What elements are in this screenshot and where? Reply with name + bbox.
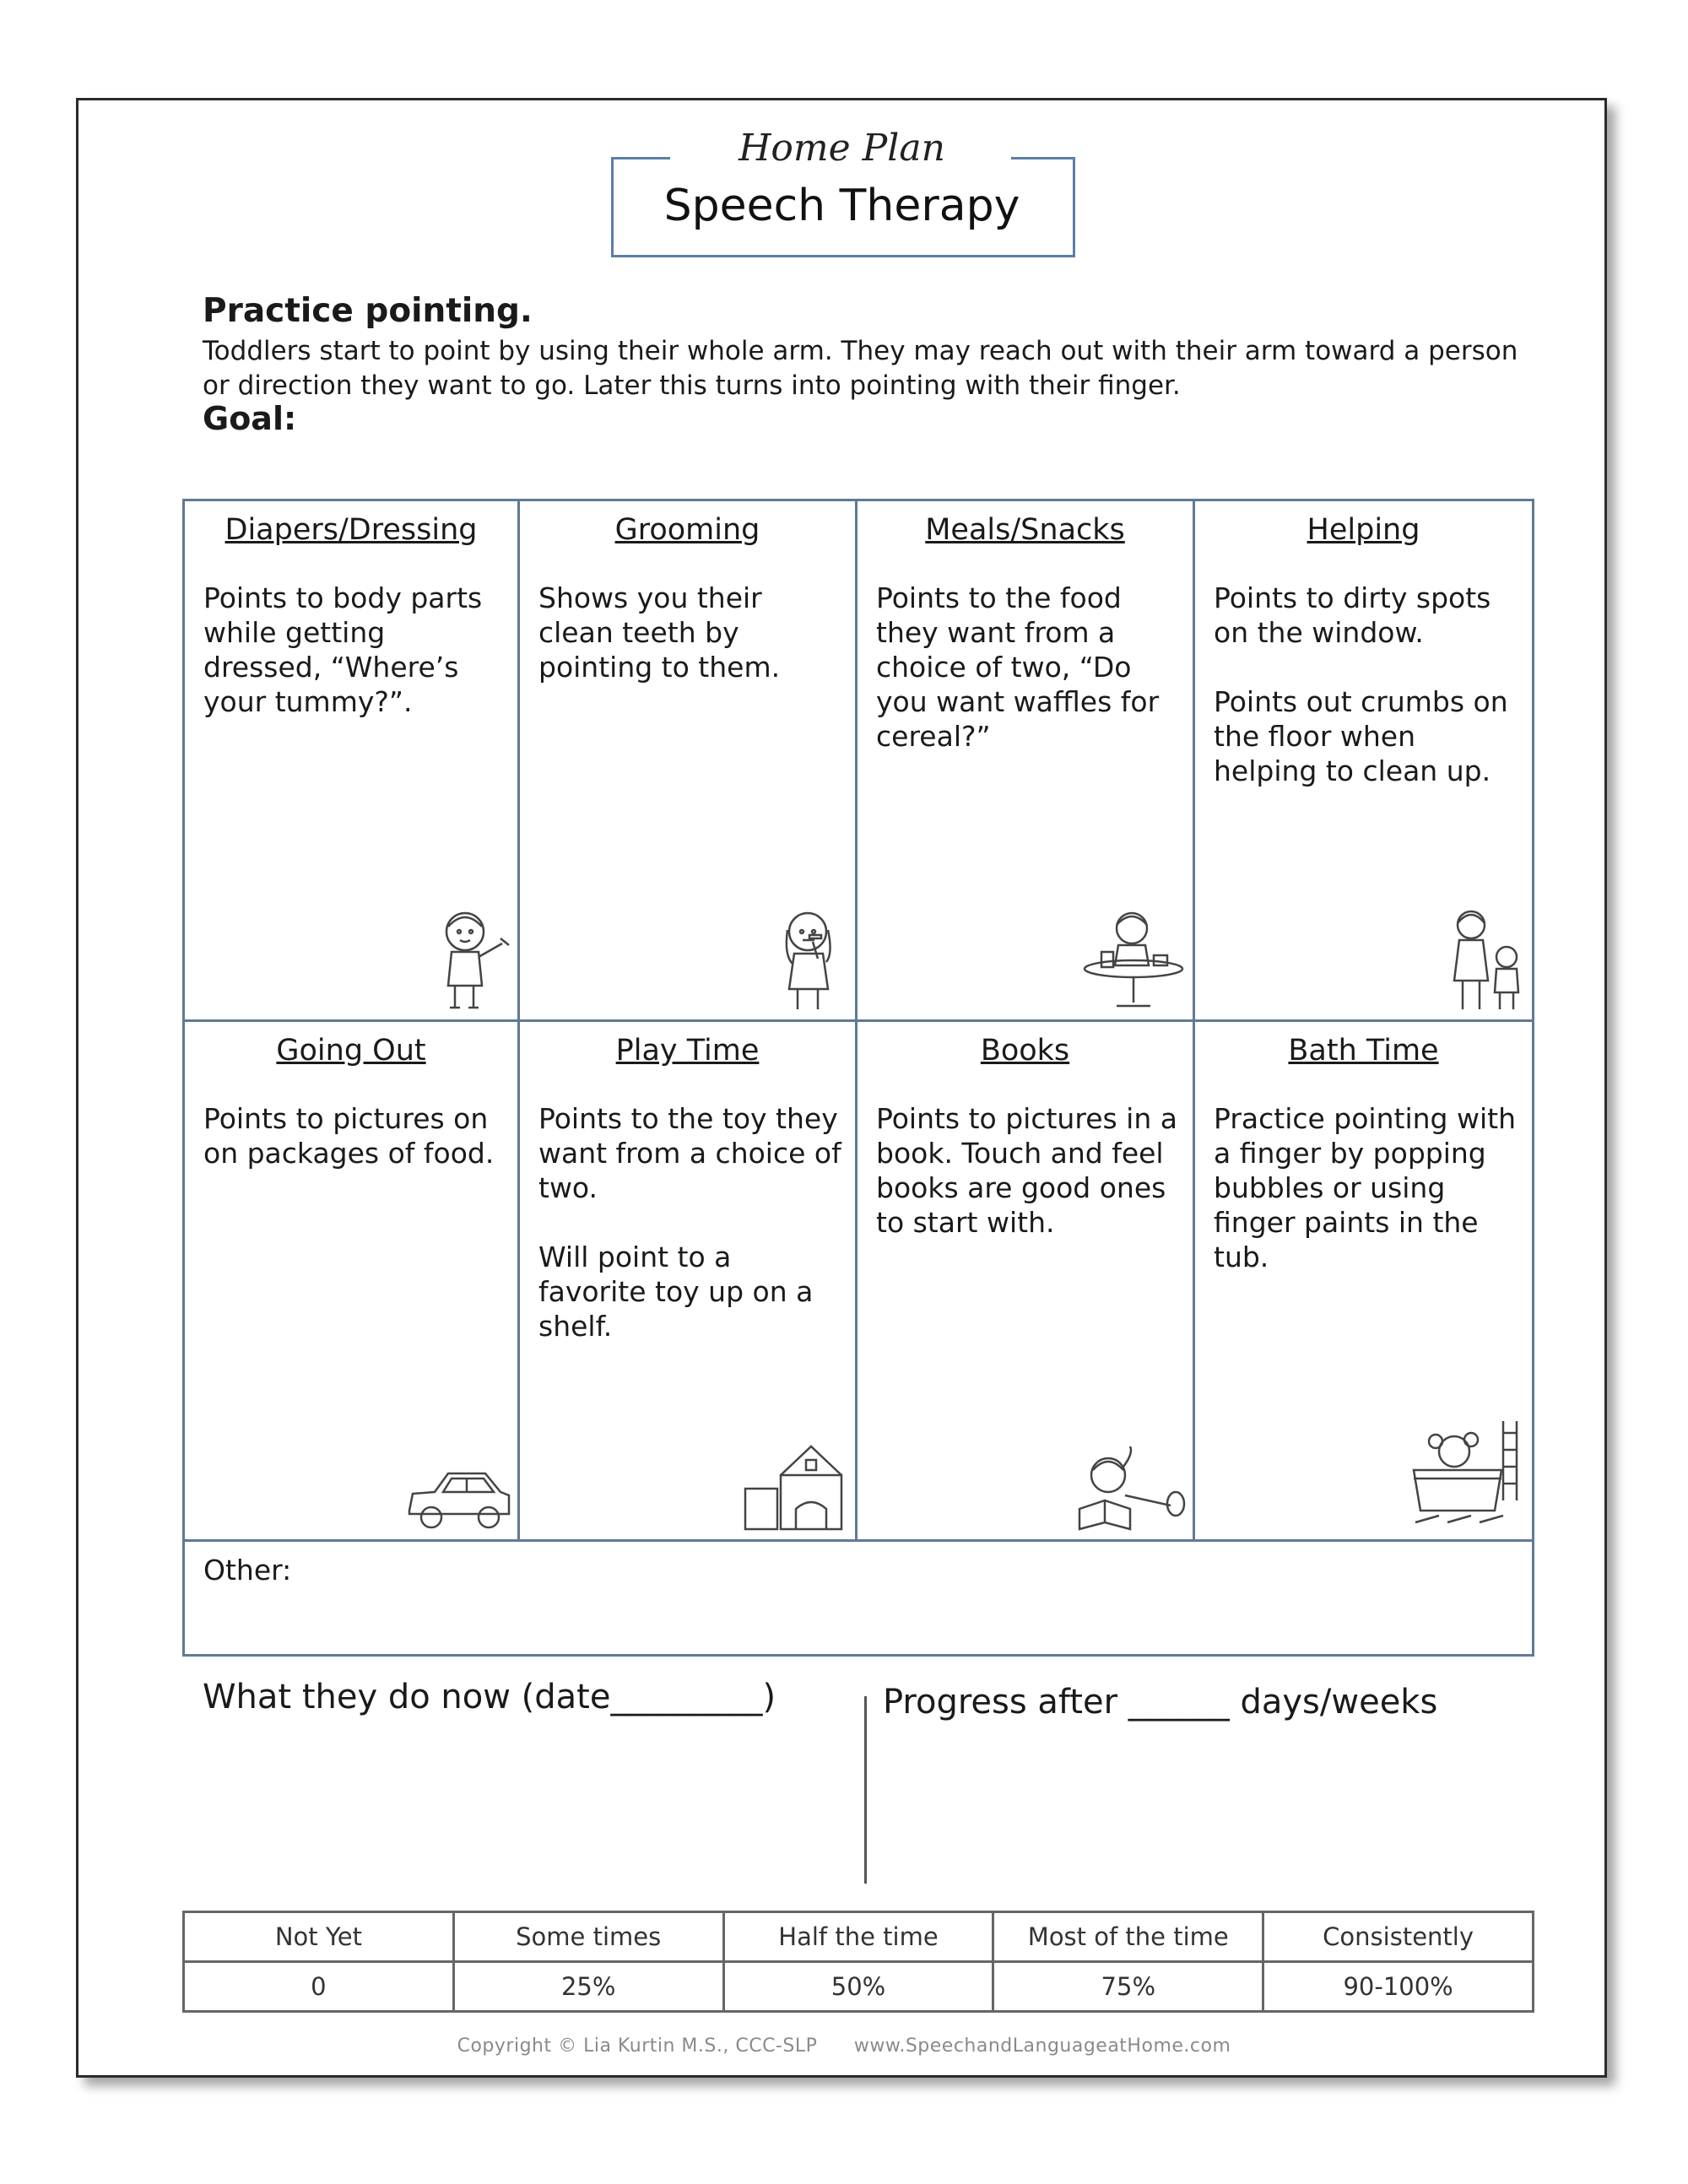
boy-dressing-icon [430, 905, 514, 1014]
activity-grid [182, 499, 1534, 1657]
scale-value: 75% [993, 1962, 1263, 2012]
mother-child-icon [1444, 905, 1528, 1014]
activity-cell [858, 1022, 1195, 1542]
scale-value: 90-100% [1263, 1962, 1534, 2012]
header-subtitle: Home Plan [738, 127, 945, 170]
tracking-divider [864, 1696, 867, 1884]
scale-label: Half the time [723, 1912, 993, 1962]
scale-value: 50% [723, 1962, 993, 2012]
intro-description: Toddlers start to point by using their whole arm. They may reach out with their arm toward a person or direction they want to go. Later this turns into pointing with their finger. [203, 336, 1518, 401]
header-title: Speech Therapy [663, 181, 1020, 231]
activity-text: Points to body parts while getting dressed, “Where’s your tummy?”. [203, 581, 483, 718]
scale-value-row [184, 1962, 1534, 2012]
activity-text: Points to pictures on on packages of food. [203, 1102, 495, 1170]
activity-cell [185, 1022, 520, 1542]
activity-title: Diapers/Dressing [225, 513, 478, 547]
girl-brushing-teeth-icon [767, 905, 852, 1014]
website-link[interactable]: www.SpeechandLanguageatHome.com [853, 2035, 1231, 2057]
activity-text: Shows you their clean teeth by pointing to them. [538, 581, 781, 684]
other-notes-area[interactable] [185, 1542, 1532, 1654]
intro-heading: Practice pointing. [203, 292, 533, 330]
activity-cell [520, 1022, 858, 1542]
activity-title: Meals/Snacks [925, 513, 1125, 547]
activity-text: Practice pointing with a finger by popping bubbles or using finger paints in the tub. [1214, 1102, 1516, 1273]
car-icon [404, 1467, 514, 1534]
activity-cell [858, 501, 1195, 1022]
activity-title: Play Time [615, 1034, 760, 1068]
activity-title: Grooming [614, 513, 760, 547]
scale-value: 25% [453, 1962, 723, 2012]
activity-text: Points to pictures in a book. Touch and feel books are good ones to start with. [876, 1102, 1177, 1239]
other-label: Other: [203, 1554, 292, 1587]
activity-title: Going Out [276, 1034, 426, 1068]
scale-label: Consistently [1263, 1912, 1534, 1962]
frequency-scale-table [182, 1911, 1534, 2013]
scale-label: Most of the time [993, 1912, 1263, 1962]
current-status-label: What they do now (date_________) [203, 1678, 776, 1716]
activity-cell [1195, 501, 1532, 1022]
activity-cell [185, 501, 520, 1022]
goal-label: Goal: [203, 400, 297, 437]
scale-label: Some times [453, 1912, 723, 1962]
scale-label: Not Yet [184, 1912, 454, 1962]
activity-cell [1195, 1022, 1532, 1542]
progress-label: Progress after ______ days/weeks [883, 1683, 1438, 1722]
activity-text: Points to dirty spots on the window. Points out crumbs on the floor when helping to clean up. [1214, 581, 1508, 787]
child-reading-icon [1071, 1441, 1189, 1534]
blocks-icon [742, 1441, 852, 1534]
girl-eating-icon [1079, 905, 1189, 1014]
scale-value: 0 [184, 1962, 454, 2012]
footer [0, 2035, 1688, 2057]
activity-title: Helping [1307, 513, 1420, 547]
activity-title: Bath Time [1288, 1034, 1439, 1068]
activity-text: Points to the toy they want from a choice of two. Will point to a favorite toy up on a shelf. [538, 1102, 841, 1343]
activity-text: Points to the food they want from a choice of two, “Do you want waffles for cereal?” [876, 581, 1160, 753]
scale-label-row [184, 1912, 1534, 1962]
activity-cell [520, 501, 858, 1022]
copyright-text: Copyright © Lia Kurtin M.S., CCC-SLP [457, 2035, 818, 2057]
activity-title: Books [980, 1034, 1070, 1068]
child-bath-icon [1410, 1416, 1528, 1534]
